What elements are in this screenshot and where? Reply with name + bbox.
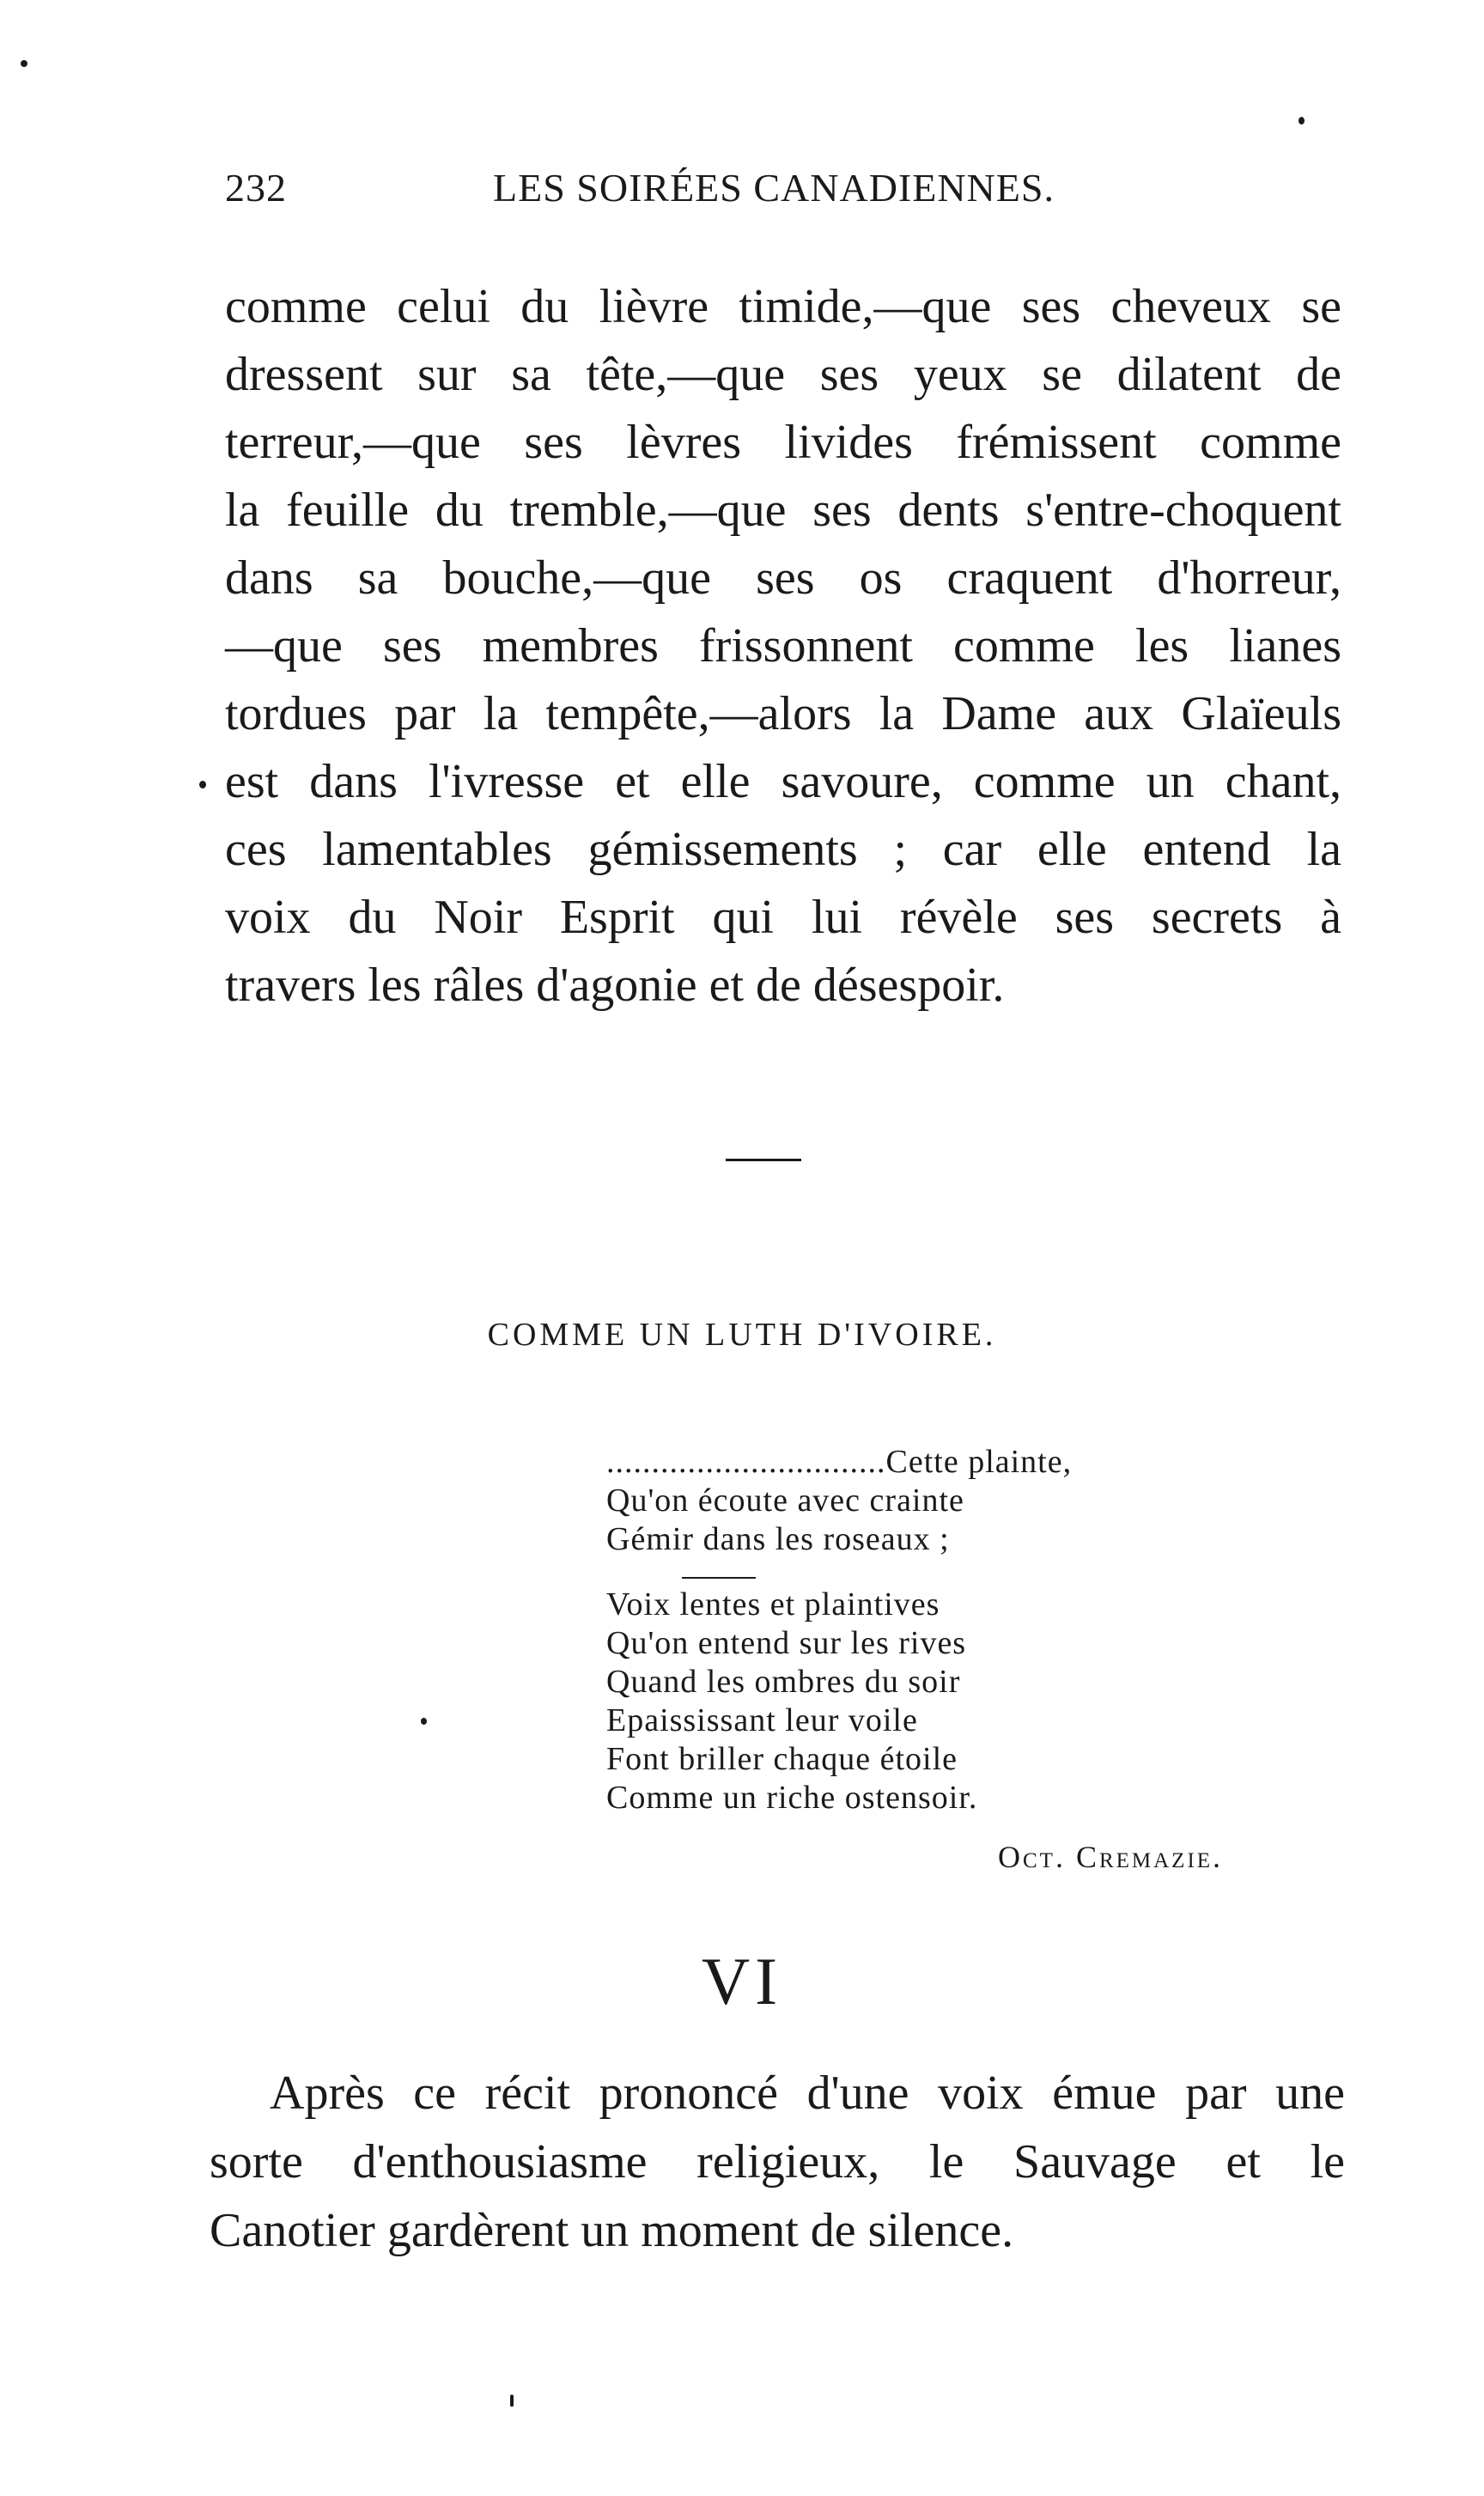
verse-line: Epaississant leur voile [606, 1702, 918, 1738]
scan-speck [21, 60, 27, 67]
epigraph-title: COMME UN LUTH D'IVOIRE. [487, 1317, 997, 1353]
verse-line: Voix lentes et plaintives [606, 1586, 940, 1622]
section-divider [726, 1159, 801, 1161]
new-paragraph [210, 2059, 1345, 2265]
chapter-heading: VI [701, 1944, 783, 2018]
verse-line: Qu'on écoute avec crainte [606, 1482, 964, 1519]
epigraph-stanza-2 [606, 1586, 1225, 1817]
text-line: dans sa bouche,—que ses os craquent d'horreur, [225, 551, 1341, 605]
text-line: —que ses membres frissonnent comme les lianes [225, 619, 1341, 673]
running-title: LES SOIRÉES CANADIENNES. [493, 166, 1055, 210]
text-line: Canotier gardèrent un moment de silence. [210, 2204, 1014, 2257]
continuation-paragraph [225, 273, 1341, 1020]
scan-speck [1298, 117, 1305, 125]
verse-line: Quand les ombres du soir [606, 1664, 961, 1700]
text-line: Après ce récit prononcé d'une voix émue par une [270, 2067, 1345, 2120]
page-number: 232 [225, 166, 287, 210]
text-line: dressent sur sa tête,—que ses yeux se dilatent de [225, 348, 1341, 401]
text-line: comme celui du lièvre timide,—que ses cheveux se [225, 280, 1341, 333]
verse-line: Qu'on entend sur les rives [606, 1625, 967, 1661]
scan-speck [199, 781, 206, 788]
text-line: est dans l'ivresse et elle savoure, comme un chant, [225, 755, 1341, 808]
verse-line: Font briller chaque étoile [606, 1741, 958, 1777]
verse-line: ...............................Cette plainte, [606, 1444, 1073, 1480]
text-line: tordues par la tempête,—alors la Dame aux Glaïeuls [225, 687, 1341, 740]
scan-speck [510, 2395, 514, 2407]
text-line: ces lamentables gémissements ; car elle entend la [225, 823, 1341, 876]
verse-line: Comme un riche ostensoir. [606, 1780, 978, 1816]
text-line: terreur,—que ses lèvres livides frémissent comme [225, 416, 1341, 469]
epigraph-attribution: Oct. Cremazie. [998, 1840, 1224, 1874]
text-line: voix du Noir Esprit qui lui révèle ses secrets à [225, 891, 1341, 944]
text-line: sorte d'enthousiasme religieux, le Sauvage et le [210, 2135, 1345, 2189]
scan-speck [421, 1718, 427, 1725]
stanza-divider [682, 1577, 756, 1579]
page-header [225, 165, 1084, 216]
verse-line: Gémir dans les roseaux ; [606, 1521, 950, 1557]
text-line: la feuille du tremble,—que ses dents s'entre-choquent [225, 484, 1341, 537]
epigraph-stanza-1 [606, 1443, 1225, 1559]
text-line: travers les râles d'agonie et de désespoir. [225, 959, 1005, 1012]
